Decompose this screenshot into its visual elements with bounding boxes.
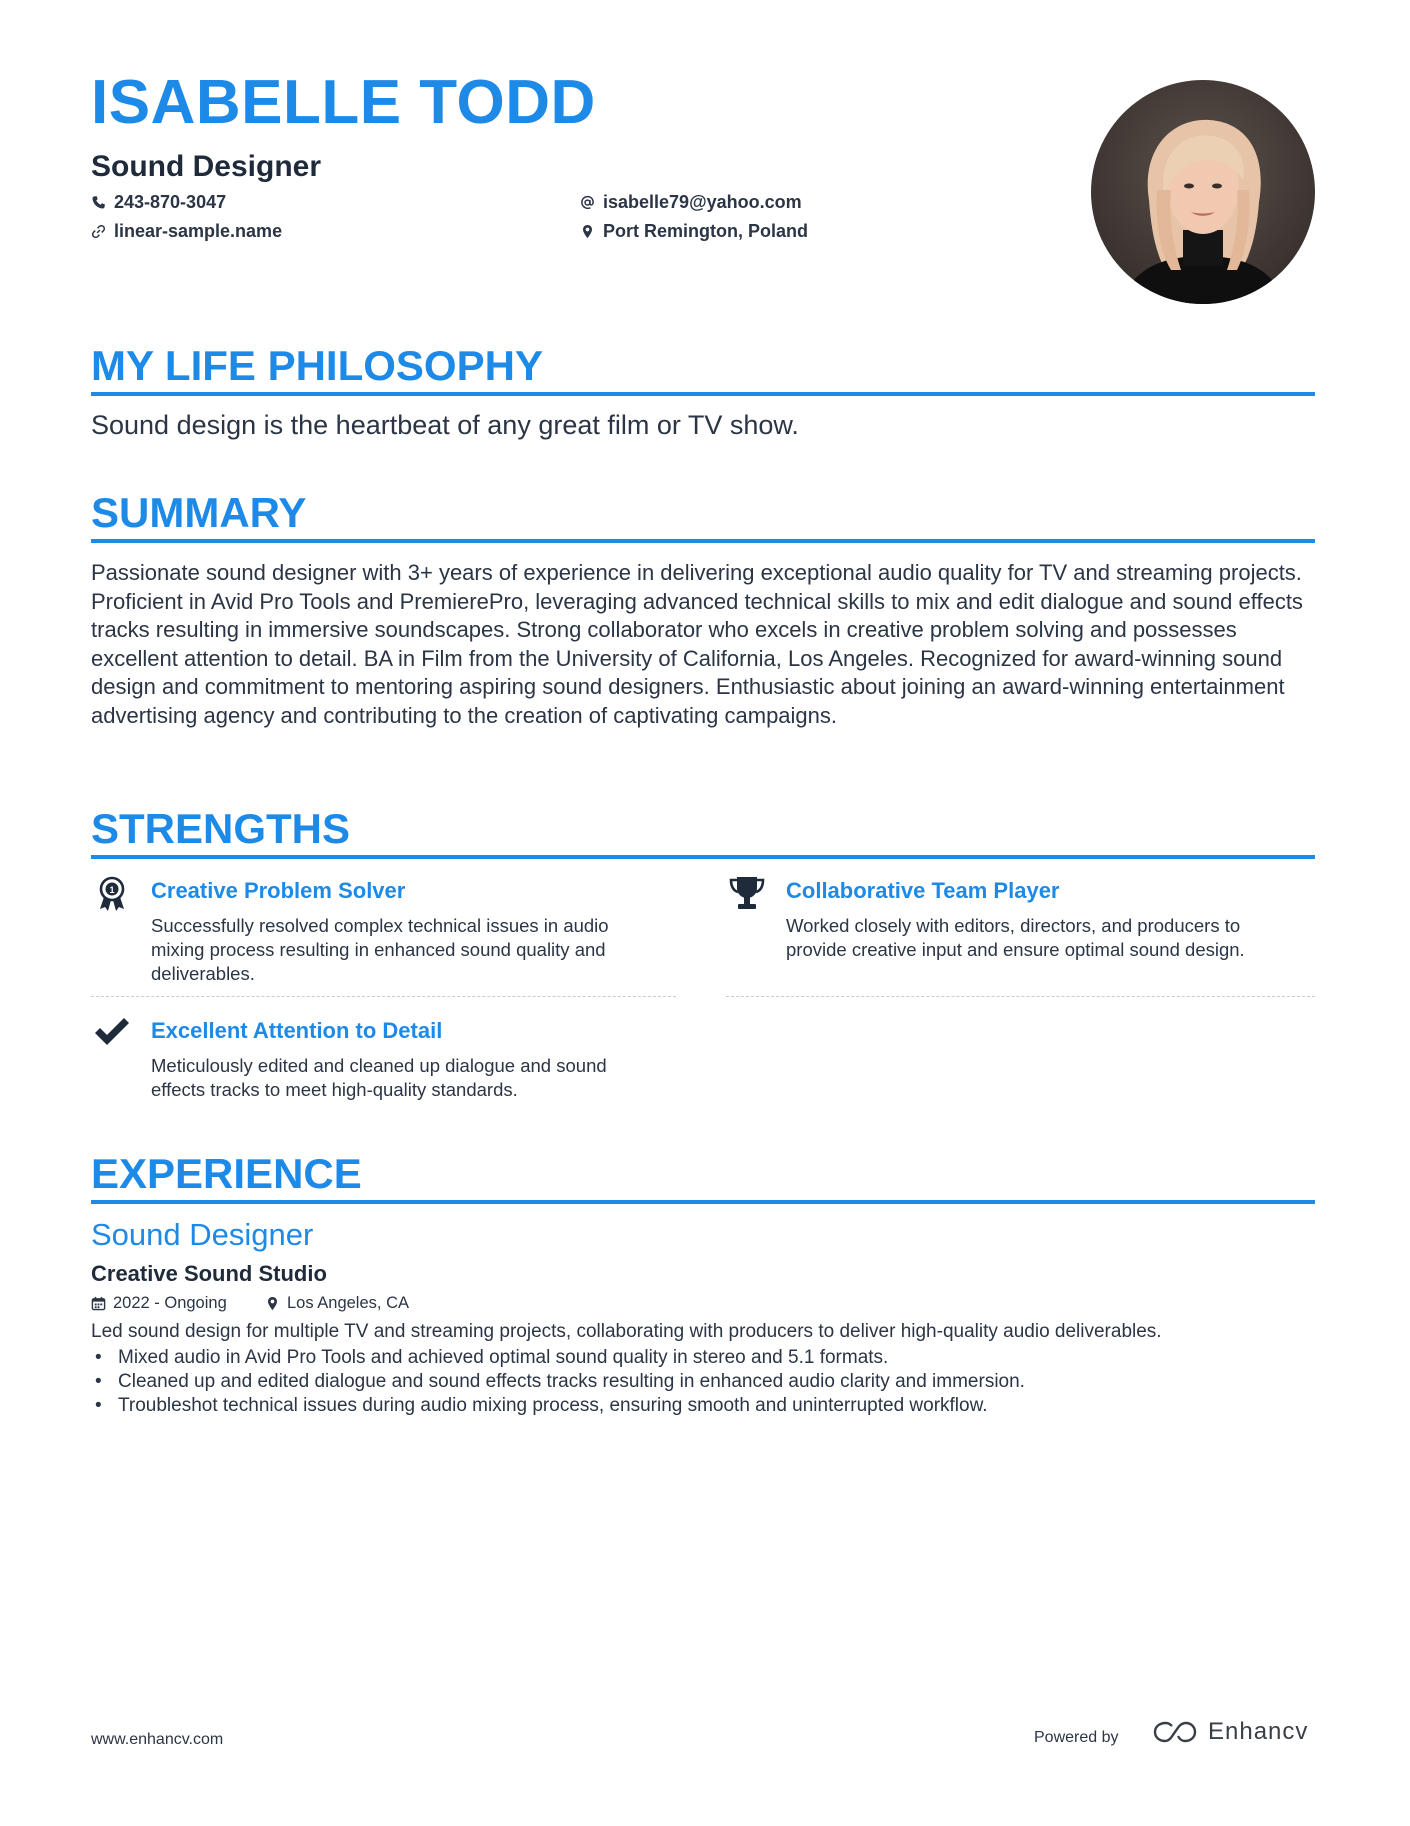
experience-heading: EXPERIENCE bbox=[91, 1150, 1315, 1204]
candidate-role: Sound Designer bbox=[91, 150, 322, 183]
calendar-icon bbox=[91, 1296, 106, 1311]
contact-website[interactable] bbox=[91, 221, 282, 242]
divider bbox=[91, 996, 676, 997]
footer-powered-by: Powered by bbox=[1034, 1729, 1119, 1746]
contact-email[interactable] bbox=[580, 192, 802, 213]
svg-text:1: 1 bbox=[109, 885, 115, 895]
portrait-photo bbox=[1091, 80, 1315, 304]
contact-location bbox=[580, 221, 808, 242]
summary-heading: SUMMARY bbox=[91, 489, 1315, 543]
job-description: Led sound design for multiple TV and streaming projects, collaborating with producers to deliver high-quality audio deliverables. bbox=[91, 1321, 1162, 1342]
phone-text: 243-870-3047 bbox=[114, 192, 227, 212]
enhancv-logo[interactable] bbox=[1152, 1718, 1308, 1746]
strength-description: Successfully resolved complex technical issues in audio mixing process resulting in enhanced sound quality and deliverables. bbox=[151, 915, 609, 984]
job-location bbox=[265, 1294, 409, 1313]
job-title: Sound Designer bbox=[91, 1217, 314, 1252]
trophy-icon bbox=[726, 872, 768, 914]
job-dates bbox=[91, 1294, 227, 1313]
location-text: Port Remington, Poland bbox=[603, 221, 808, 241]
list-item: • Troubleshot technical issues during audio mixing process, ensuring smooth and uninterrupted workflow. bbox=[91, 1394, 1025, 1418]
philosophy-text: Sound design is the heartbeat of any great film or TV show. bbox=[91, 410, 799, 440]
strength-title: Creative Problem Solver bbox=[151, 878, 406, 903]
list-item: • Cleaned up and edited dialogue and sound effects tracks resulting in enhanced audio clarity and immersion. bbox=[91, 1370, 1025, 1394]
enhancv-logo-icon bbox=[1152, 1719, 1198, 1745]
strength-title: Excellent Attention to Detail bbox=[151, 1018, 443, 1043]
summary-text: Passionate sound designer with 3+ years of experience in delivering exceptional audio quality for TV and streaming projects. Proficient in Avid Pro Tools and PremierePro, leveraging advanced technical skills to mix and edit dialogue and sound effects tracks resulting in immersive soundscapes. Strong collaborator who excels in creative problem solving and possesses excellent attention to detail. BA in Film from the University of California, Los Angeles. Recognized for award-winning sound design and commitment to mentoring aspiring sound designers. Enthusiastic about joining an award-winning entertainment advertising agency and contributing to the creation of captivating campaigns. bbox=[91, 560, 1303, 728]
footer-website[interactable]: www.enhancv.com bbox=[91, 1731, 224, 1748]
strength-description: Meticulously edited and cleaned up dialogue and sound effects tracks to meet high-quality standards. bbox=[151, 1055, 607, 1100]
strengths-heading: STRENGTHS bbox=[91, 805, 1315, 859]
location-pin-icon bbox=[580, 224, 595, 239]
contact-phone bbox=[91, 192, 226, 213]
phone-icon bbox=[91, 195, 106, 210]
candidate-name: ISABELLE TODD bbox=[91, 68, 596, 137]
award-icon bbox=[91, 872, 133, 914]
strength-description: Worked closely with editors, directors, and producers to provide creative input and ensure optimal sound design. bbox=[786, 915, 1245, 960]
email-text[interactable]: isabelle79@yahoo.com bbox=[603, 192, 802, 212]
checkmark-icon bbox=[91, 1012, 133, 1054]
job-bullets bbox=[91, 1346, 1025, 1418]
link-icon bbox=[91, 224, 106, 239]
enhancv-logo-text: Enhancv bbox=[1208, 1718, 1309, 1745]
avatar bbox=[1091, 80, 1315, 304]
job-dates-text: 2022 - Ongoing bbox=[113, 1294, 227, 1312]
at-sign-icon bbox=[580, 195, 595, 210]
strength-title: Collaborative Team Player bbox=[786, 878, 1060, 903]
website-text[interactable]: linear-sample.name bbox=[114, 221, 283, 241]
list-item: • Mixed audio in Avid Pro Tools and achieved optimal sound quality in stereo and 5.1 formats. bbox=[91, 1346, 1025, 1370]
divider bbox=[726, 996, 1315, 997]
job-location-text: Los Angeles, CA bbox=[287, 1294, 409, 1312]
philosophy-heading: MY LIFE PHILOSOPHY bbox=[91, 342, 1315, 396]
location-pin-icon bbox=[265, 1296, 280, 1311]
company-name: Creative Sound Studio bbox=[91, 1261, 327, 1286]
